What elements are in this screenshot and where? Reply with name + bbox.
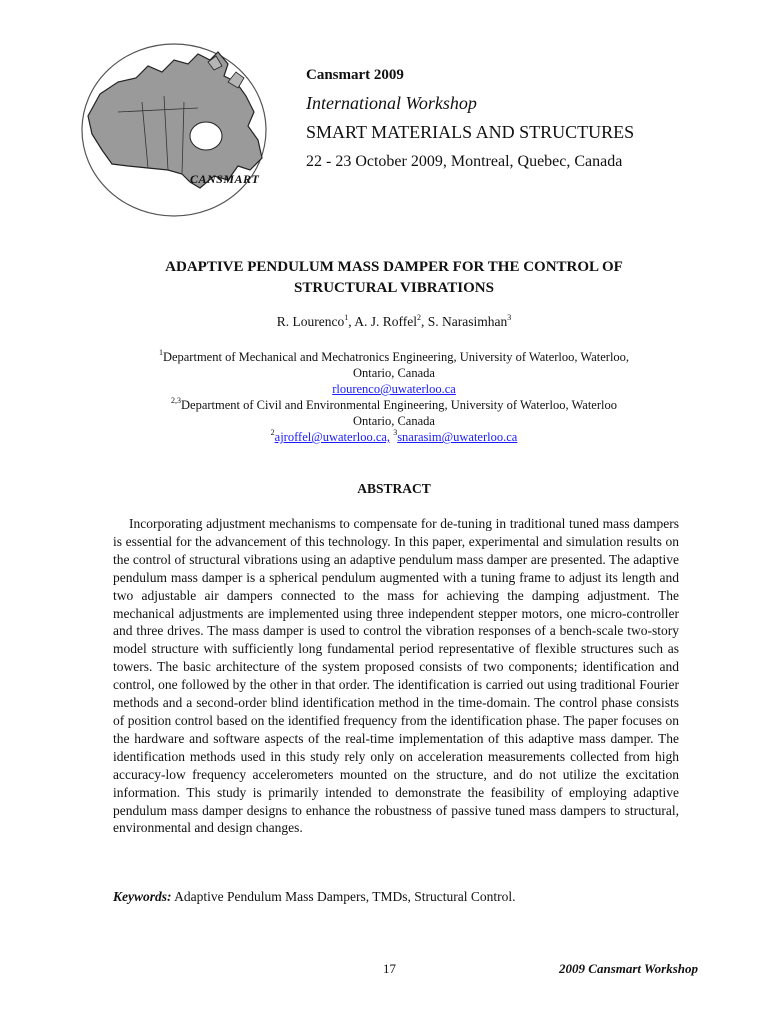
email-link-roffel[interactable]: ajroffel@uwaterloo.ca, bbox=[274, 430, 391, 444]
author-sup: 2 bbox=[417, 312, 421, 322]
abstract-body: Incorporating adjustment mechanisms to compensate for de-tuning in traditional tuned mass dampers is essential for the advancement of this technology. In this paper, experimental and simulation results on the control of structural vibrations using an adaptive pendulum mass damper are presented. The adaptive pendulum mass damper is a spherical pendulum augmented with a tuning frame to adjust its length and two adjustable air dampers connected to the mass for achieving the damping adjustment. The mechanical adjustments are implemented using three independent stepper motors, one micro-controller and three drives. The mass damper is used to control the vibration responses of a bench-scale two-story model structure with sufficiently long fundamental period representative of flexible structures such as towers. The basic architecture of the system proposed consists of two components; identification and control, one followed by the other in that order. The identification is carried out using traditional Fourier methods and a second-order blind identification method in the time-domain. The control phase consists of position control based on the identified frequency from the identification phase. The paper focuses on the hardware and software aspects of the real-time implementation of this adaptive mass damper. The identification methods used in this study rely only on acceleration measurements collected from high accuracy-low frequency accelerometers mounted on the structure, and do not utilize the excitation information. This study is primarily intended to demonstrate the feasibility of employing adaptive pendulum mass damper designs to enhance the robustness of passive tuned mass dampers to structural, environmental and design changes. bbox=[113, 516, 679, 836]
affiliation-1-location: Ontario, Canada bbox=[353, 366, 435, 380]
title-line-1: ADAPTIVE PENDULUM MASS DAMPER FOR THE CONTROL OF bbox=[165, 259, 623, 275]
page-number: 17 bbox=[383, 961, 396, 976]
paper-title bbox=[100, 257, 688, 299]
logo-caption: CANSMART bbox=[190, 172, 260, 186]
email-link-narasimhan[interactable]: snarasim@uwaterloo.ca bbox=[397, 430, 518, 444]
affiliation-2: $^{2,3}$Department of Civil and Environmental Engineering, University of Waterloo, Waterloo bbox=[171, 395, 617, 412]
workshop-label: International Workshop bbox=[306, 93, 477, 113]
keywords-list: Adaptive Pendulum Mass Dampers, TMDs, Structural Control. bbox=[174, 889, 516, 904]
conference-year: Cansmart 2009 bbox=[306, 67, 404, 83]
canada-map-icon bbox=[78, 42, 278, 220]
keywords bbox=[113, 889, 679, 905]
email-link-lourenco[interactable]: rlourenco@uwaterloo.ca bbox=[332, 382, 456, 396]
author-sup: 3 bbox=[507, 312, 512, 322]
conference-header bbox=[306, 66, 746, 172]
author-sup: 1 bbox=[344, 312, 349, 322]
conference-topic: SMART MATERIALS AND STRUCTURES bbox=[306, 122, 635, 142]
footer-workshop: 2009 Cansmart Workshop bbox=[559, 961, 698, 976]
author-name: R. Lourenco bbox=[276, 314, 345, 329]
title-line-2: STRUCTURAL VIBRATIONS bbox=[294, 280, 494, 296]
affiliations: $^1$Department of Mechanical and Mechatronics Engineering, University of Waterloo, Waterloo, Ontario, Canada rlourenco@uwaterloo.ca $^{2,3}$Department of Civil and Environmental Engineering, University of Waterloo, Waterloo Ontario, Canada $^2$ajroffel@uwaterloo.ca, $^3$snarasim@uwaterloo.ca bbox=[100, 349, 688, 445]
affiliation-1: $^1$Department of Mechanical and Mechatronics Engineering, University of Waterloo, Waterloo, bbox=[158, 347, 630, 364]
author-name: A. J. Roffel bbox=[354, 314, 417, 329]
conference-dates: 22 - 23 October 2009, Montreal, Quebec, Canada bbox=[306, 153, 623, 170]
author-list: R. Lourenco$^1$, A. J. Roffel$^2$, S. Narasimhan$^3$ bbox=[276, 312, 512, 329]
author-name: S. Narasimhan bbox=[427, 314, 508, 329]
cansmart-logo bbox=[78, 42, 278, 220]
abstract-heading: ABSTRACT bbox=[357, 481, 431, 496]
affiliation-2-location: Ontario, Canada bbox=[353, 414, 435, 428]
keywords-label: Keywords: bbox=[113, 889, 172, 904]
